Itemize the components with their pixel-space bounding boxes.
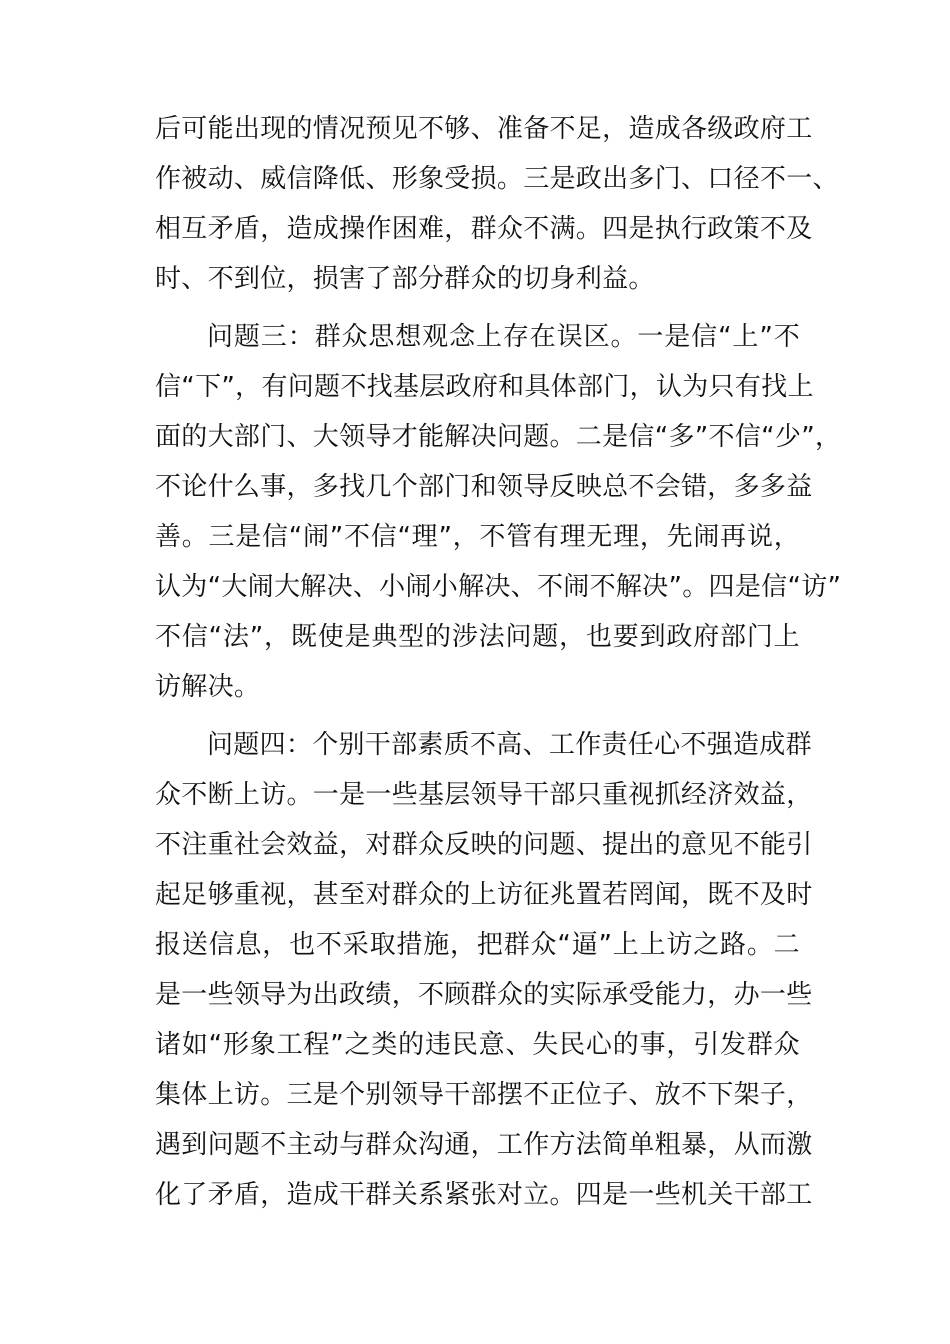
- text-line: 不注重社会效益，对群众反映的问题、提出的意见不能引: [155, 830, 813, 860]
- text-line: 问题四：个别干部素质不高、工作责任心不强造成群: [207, 730, 812, 760]
- text-line: 认为“大闹大解决、小闹小解决、不闹不解决”。四是信“访”: [155, 572, 842, 602]
- text-line: 化了矛盾，造成干群关系紧张对立。四是一些机关干部工: [155, 1180, 813, 1210]
- text-line: 善。三是信“闹”不信“理”，不管有理无理，先闹再说，: [155, 522, 800, 552]
- text-line: 作被动、威信降低、形象受损。三是政出多门、口径不一、: [155, 164, 839, 194]
- paragraph-gap: [155, 712, 800, 720]
- paragraph-problem-four: [155, 720, 813, 1220]
- text-line: 诸如“形象工程”之类的违民意、失民心的事，引发群众: [155, 1030, 800, 1060]
- text-line: 遇到问题不主动与群众沟通，工作方法简单粗暴，从而激: [155, 1130, 813, 1160]
- text-line: 问题三：群众思想观念上存在误区。一是信“上”不: [207, 322, 800, 352]
- text-line: 相互矛盾，造成操作困难，群众不满。四是执行政策不及: [155, 214, 813, 244]
- paragraph-gap: [155, 304, 800, 312]
- text-line: 是一些领导为出政绩，不顾群众的实际承受能力，办一些: [155, 980, 813, 1010]
- paragraph-continuation: [155, 104, 839, 304]
- text-line: 起足够重视，甚至对群众的上访征兆置若罔闻，既不及时: [155, 880, 813, 910]
- text-line: 时、不到位，损害了部分群众的切身利益。: [155, 264, 655, 294]
- paragraph-problem-three: [155, 312, 842, 712]
- text-line: 面的大部门、大领导才能解决问题。二是信“多”不信“少”，: [155, 422, 842, 452]
- text-line: 集体上访。三是个别领导干部摆不正位子、放不下架子，: [155, 1080, 813, 1110]
- text-line: 不信“法”，既使是典型的涉法问题，也要到政府部门上: [155, 622, 800, 652]
- text-line: 报送信息，也不采取措施，把群众“逼”上上访之路。二: [155, 930, 800, 960]
- text-line: 众不断上访。一是一些基层领导干部只重视抓经济效益，: [155, 780, 813, 810]
- document-body: [155, 104, 842, 1220]
- text-line: 访解决。: [155, 672, 261, 702]
- text-line: 不论什么事，多找几个部门和领导反映总不会错，多多益: [155, 472, 813, 502]
- text-line: 后可能出现的情况预见不够、准备不足，造成各级政府工: [155, 114, 813, 144]
- text-line: 信“下”，有问题不找基层政府和具体部门，认为只有找上: [155, 372, 814, 402]
